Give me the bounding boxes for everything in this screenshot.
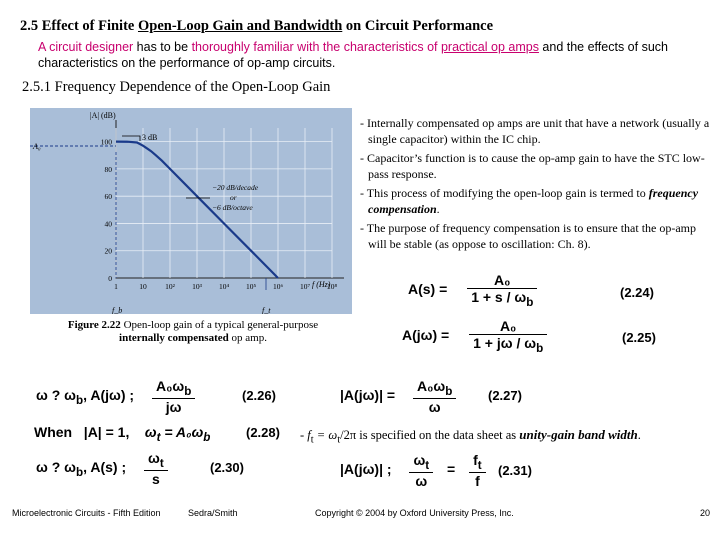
equation-2-31: |A(jω)| ; $\frac{\omega_t}{\omega}$ = $\frac{f_t}{f}$: [340, 452, 486, 489]
eq-den-text: 1 + s / ω: [471, 289, 527, 305]
bullet-item: - The purpose of frequency compensation is to ensure that the op-amp will be stable (as oppose to oscillation: Ch. 8).: [360, 221, 697, 251]
eq-number-2-27: (2.27): [488, 388, 522, 403]
ft-label: f_t: [262, 306, 271, 314]
footer-page-number: 20: [700, 508, 711, 518]
eq-rhs-sub: t: [156, 430, 161, 444]
ut-end: .: [637, 428, 641, 442]
eq-den-sub: b: [526, 295, 534, 309]
eq-fraction: [467, 272, 537, 309]
bullet-item: [360, 186, 712, 217]
eq-number-2-28: (2.28): [246, 425, 280, 440]
x-tick-label: 10³: [192, 282, 202, 291]
equation-2-25: [402, 318, 547, 355]
eq-rhs2: = A₀ω: [160, 424, 204, 440]
figure-caption: [62, 319, 324, 345]
ut-bold: unity-gain band width: [519, 427, 638, 442]
section-title: [20, 18, 493, 35]
y-tick-label: 60: [104, 192, 112, 202]
slope-label-3: −6 dB/octave: [212, 203, 253, 212]
y-tick-label: 80: [104, 164, 112, 174]
equation-2-30: [36, 450, 168, 487]
caption-text-1: Open-loop gain of a typical general-purpose: [120, 319, 319, 331]
equation-2-28: [34, 424, 210, 444]
equation-2-24: [408, 272, 537, 309]
title-part-3: on Circuit Performance: [342, 18, 494, 34]
eq-denominator: ω: [415, 472, 428, 489]
title-part-2-underlined: Open-Loop Gain and Bandwidth: [137, 18, 343, 34]
y-tick-label: 0: [108, 274, 112, 283]
db3-leader: [122, 136, 140, 141]
eq-abs: |A| = 1,: [83, 424, 130, 440]
eq-denominator: jω: [165, 398, 182, 415]
figure-panel: [30, 108, 352, 314]
eq-denominator: ω: [428, 398, 441, 415]
eq-numerator: [152, 378, 195, 399]
eq-cond: ω ? ω: [36, 387, 76, 404]
intro-f: and the effects of such characteristics on the performance of op-amp circuits.: [38, 40, 668, 70]
eq-numerator: [409, 452, 433, 473]
eq-fraction: [469, 318, 547, 355]
eq-den-sub: b: [536, 341, 544, 355]
footer-book: Microelectronic Circuits - Fifth Edition: [12, 508, 161, 518]
fb-label: f_b: [112, 306, 123, 314]
eq-cond: ω ? ω: [36, 459, 76, 476]
eq-cond-sub: b: [75, 465, 84, 479]
eq-lhs: A(s) =: [408, 281, 448, 298]
db3-label: 3 dB: [142, 133, 158, 142]
eq-numerator: A₀: [467, 272, 537, 289]
eq-num-text: ω: [148, 450, 160, 466]
ut-pre: - f: [300, 428, 311, 442]
unity-gain-note: [300, 427, 641, 446]
eq-number-2-30: (2.30): [210, 460, 244, 475]
eq-fraction: [413, 378, 456, 415]
eq-lhs: A(jω) =: [402, 327, 450, 344]
y-tick-label: 40: [104, 219, 112, 229]
eq-denominator: [469, 335, 547, 355]
x-tick-label: 10⁴: [218, 282, 230, 291]
eq-number-2-24: (2.24): [620, 285, 654, 300]
eq-numerator-2: [469, 452, 486, 473]
eq-num-sub: b: [184, 384, 192, 398]
eq-mid: , A(s) ;: [83, 459, 127, 476]
eq-num-text: A₀ω: [155, 378, 185, 394]
intro-a: A circuit designer: [38, 40, 134, 54]
eq-fraction-2: [469, 452, 486, 489]
bullet-list: [360, 116, 712, 256]
eq-num-text: ω: [413, 452, 426, 468]
x-tick-label: 1: [114, 282, 118, 291]
eq-lhs: |A(jω)| ;: [340, 461, 392, 478]
y-axis-label: |A| (dB): [90, 111, 116, 120]
eq-lhs: |A(jω)| =: [340, 387, 396, 404]
eq-rhs2-sub: b: [203, 430, 211, 444]
equation-2-26: [36, 378, 195, 415]
subsection-heading: 2.5.1 Frequency Dependence of the Open-Loop Gain: [22, 79, 331, 95]
x-tick-label: 10⁸: [326, 282, 338, 291]
caption-number: Figure 2.22: [67, 319, 121, 331]
eq-num-sub: b: [445, 384, 453, 398]
footer-copyright: Copyright © 2004 by Oxford University Press, Inc.: [315, 508, 514, 518]
x-tick-label: 10⁷: [299, 282, 311, 291]
caption-bold: internally compensated: [119, 332, 229, 344]
eq-num-sub: t: [159, 456, 164, 470]
eq-fraction: [144, 450, 168, 487]
eq-mid: , A(jω) ;: [83, 387, 135, 404]
chart-ticks: [101, 138, 338, 291]
x-tick-label: 10²: [165, 282, 175, 291]
eq-numerator: A₀: [469, 318, 547, 335]
slope-label-1: −20 dB/decade: [212, 183, 259, 192]
eq-number-2-25: (2.25): [622, 330, 656, 345]
eq-num2-text: f: [473, 452, 478, 468]
eq-number-2-26: (2.26): [242, 388, 276, 403]
eq-denominator: s: [152, 470, 160, 487]
footer-authors: Sedra/Smith: [188, 508, 238, 518]
intro-c: thoroughly familiar with the characteristics of: [191, 40, 438, 54]
intro-paragraph: [38, 39, 710, 71]
eq-numerator: [413, 378, 456, 399]
eq-num-text: A₀ω: [416, 378, 446, 394]
eq-fraction: [152, 378, 195, 415]
intro-e: practical op amps: [440, 40, 539, 54]
x-tick-label: 10: [139, 282, 147, 291]
ut-mid: = ω: [313, 428, 338, 442]
bullet-emphasis: frequency compensation: [368, 186, 699, 216]
open-loop-gain-chart: [30, 108, 352, 314]
ut-sub2: t: [337, 434, 341, 446]
eq-numerator: [144, 450, 168, 471]
eq-denominator: [467, 289, 537, 309]
x-axis-label: f (Hz): [312, 280, 331, 289]
bullet-text-end: .: [436, 201, 440, 216]
eq-cond-sub: b: [75, 393, 84, 407]
intro-b: has to be: [133, 40, 192, 54]
y-tick-label: 100: [100, 137, 112, 147]
bullet-item: - Capacitor’s function is to cause the op-amp gain to have the STC low-pass response.: [360, 151, 705, 181]
x-tick-label: 10⁶: [272, 282, 284, 291]
y-tick-label: 20: [104, 246, 112, 256]
bullet-text: - This process of modifying the open-loop gain is termed to: [360, 186, 649, 200]
eq-number-2-31: (2.31): [498, 463, 532, 478]
x-tick-label: 10⁵: [245, 282, 257, 291]
eq-rhs: ω: [144, 424, 157, 440]
eq-denominator-2: f: [475, 472, 480, 489]
caption-text-2: op amp.: [228, 332, 267, 344]
equation-2-27: [340, 378, 456, 415]
eq-den-text: 1 + jω / ω: [473, 335, 537, 351]
a0-label: A₀: [33, 142, 41, 151]
ut-mid2: /2π is specified on the data sheet as: [340, 428, 520, 442]
eq-num2-sub: t: [477, 458, 482, 472]
ut-sub: t: [310, 434, 314, 446]
bullet-item: - Internally compensated op amps are unit that have a network (usually a single capacitor) within the IC chip.: [360, 116, 710, 146]
eq-num-sub: t: [425, 458, 430, 472]
eq-when: When: [34, 424, 73, 440]
slope-label-2: or: [230, 193, 237, 202]
eq-fraction: [409, 452, 433, 489]
title-part-1: 2.5 Effect of Finite: [20, 18, 138, 34]
